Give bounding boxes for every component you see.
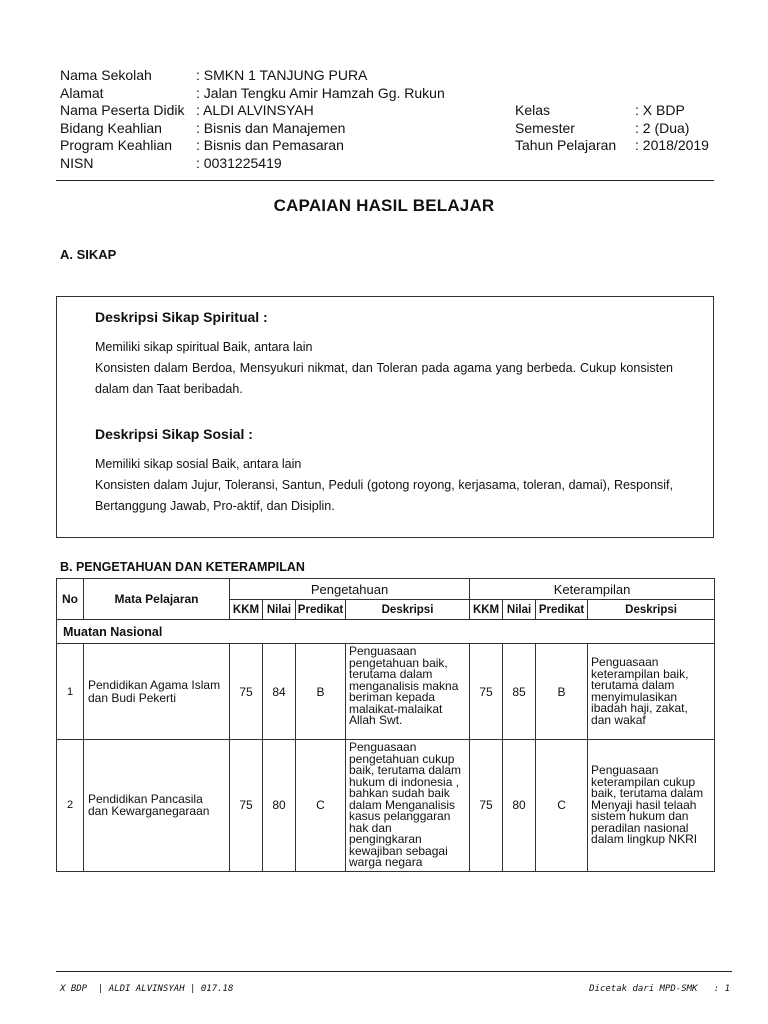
page-title: CAPAIAN HASIL BELAJAR [273,196,495,215]
col-mata-pelajaran: Mata Pelajaran [84,579,230,620]
row-k-predikat: B [536,644,588,740]
spiritual-intro: Memiliki sikap spiritual Baik, antara lain [95,340,313,354]
info-label: Nama Peserta Didik [60,102,185,118]
section-sikap-heading: A. SIKAP [60,247,117,262]
row-no: 1 [57,644,84,740]
row-p-nilai: 84 [263,644,296,740]
class-info [515,102,709,155]
row-k-predikat: C [536,740,588,872]
sikap-box [56,296,714,538]
row-k-kkm: 75 [470,644,503,740]
grade-table [56,578,715,872]
info-label: NISN [60,154,94,171]
row-k-deskripsi: Penguasaan keterampilan cukup baik, terutama dalam Menyaji hasil telaah sistem hukum dan peradilan nasional dalam lingkup NKRI [588,740,715,872]
row-p-kkm: 75 [230,644,263,740]
info-value: : ALDI ALVINSYAH [196,102,314,118]
col-p-predikat: Predikat [296,600,346,620]
sosial-text: Konsisten dalam Jujur, Toleransi, Santun, Peduli (gotong royong, kerjasama, toleran, damai), Responsif, Bertanggung Jawab, Pro-aktif, dan Disiplin. [95,478,673,513]
info-row-nisn [60,155,445,173]
info-value: : X BDP [635,102,685,118]
info-label: Alamat [60,84,104,101]
footer-left: X BDP | ALDI ALVINSYAH | 017.18 [60,984,234,994]
row-k-nilai: 85 [503,644,536,740]
info-label: Tahun Pelajaran [515,137,617,153]
info-row-tahun [515,137,709,155]
sosial-intro: Memiliki sikap sosial Baik, antara lain [95,457,302,471]
col-no: No [57,579,84,620]
info-row-nama-peserta [60,102,445,120]
table-header-row [57,579,715,600]
group-row [57,620,715,644]
col-pengetahuan: Pengetahuan [230,579,470,600]
table-row [57,644,715,740]
info-value: : 2018/2019 [635,137,709,153]
info-row-nama-sekolah [60,67,445,85]
info-label: Nama Sekolah [60,67,152,83]
row-k-kkm: 75 [470,740,503,872]
info-row-program [60,137,445,155]
info-label: Semester [515,119,575,136]
info-value: : SMKN 1 TANJUNG PURA [196,67,368,83]
info-row-bidang [60,120,445,138]
info-row-alamat [60,85,445,103]
row-k-nilai: 80 [503,740,536,872]
info-value: : Jalan Tengku Amir Hamzah Gg. Rukun [196,84,445,101]
info-value: : Bisnis dan Pemasaran [196,137,344,153]
row-p-kkm: 75 [230,740,263,872]
info-value: : Bisnis dan Manajemen [196,119,346,136]
row-k-deskripsi: Penguasaan keterampilan baik, terutama dalam menyimulasikan ibadah haji, zakat, dan wakaf [588,644,715,740]
row-no: 2 [57,740,84,872]
table-row [57,740,715,872]
section-pk-heading: B. PENGETAHUAN DAN KETERAMPILAN [60,560,305,574]
col-p-nilai: Nilai [263,600,296,620]
spiritual-title: Deskripsi Sikap Spiritual : [95,309,268,325]
col-k-predikat: Predikat [536,600,588,620]
col-k-nilai: Nilai [503,600,536,620]
col-k-deskripsi: Deskripsi [588,600,715,620]
info-value: : 2 (Dua) [635,119,690,136]
row-p-deskripsi: Penguasaan pengetahuan cukup baik, terutama dalam hukum di indonesia , bahkan sudah baik dalam Menganalisis kasus pelanggaran hak dan pengingkaran kewajiban sebagai warga negara [346,740,470,872]
info-row-kelas [515,102,709,120]
info-row-semester [515,120,709,138]
col-p-deskripsi: Deskripsi [346,600,470,620]
col-p-kkm: KKM [230,600,263,620]
row-p-nilai: 80 [263,740,296,872]
spiritual-text: Konsisten dalam Berdoa, Mensyukuri nikmat, dan Toleran pada agama yang berbeda. Cukup konsisten dalam dan Taat beribadah. [95,361,673,396]
sosial-title: Deskripsi Sikap Sosial : [95,426,253,442]
row-mapel: Pendidikan Agama Islam dan Budi Pekerti [84,644,230,740]
info-label: Program Keahlian [60,137,173,153]
row-p-predikat: B [296,644,346,740]
student-info [60,67,445,172]
footer-right: Dicetak dari MPD-SMK : 1 [589,984,730,994]
row-mapel: Pendidikan Pancasila dan Kewarganegaraan [84,740,230,872]
col-k-kkm: KKM [470,600,503,620]
row-p-deskripsi: Penguasaan pengetahuan baik, terutama dalam menganalisis makna beriman kepada malaikat-malaikat Allah Swt. [346,644,470,740]
group-label: Muatan Nasional [57,620,715,644]
col-keterampilan: Keterampilan [470,579,715,600]
info-value: : 0031225419 [196,154,282,171]
header-divider [56,180,714,181]
row-p-predikat: C [296,740,346,872]
footer-divider [56,971,732,972]
info-label: Bidang Keahlian [60,119,162,136]
info-label: Kelas [515,102,551,118]
